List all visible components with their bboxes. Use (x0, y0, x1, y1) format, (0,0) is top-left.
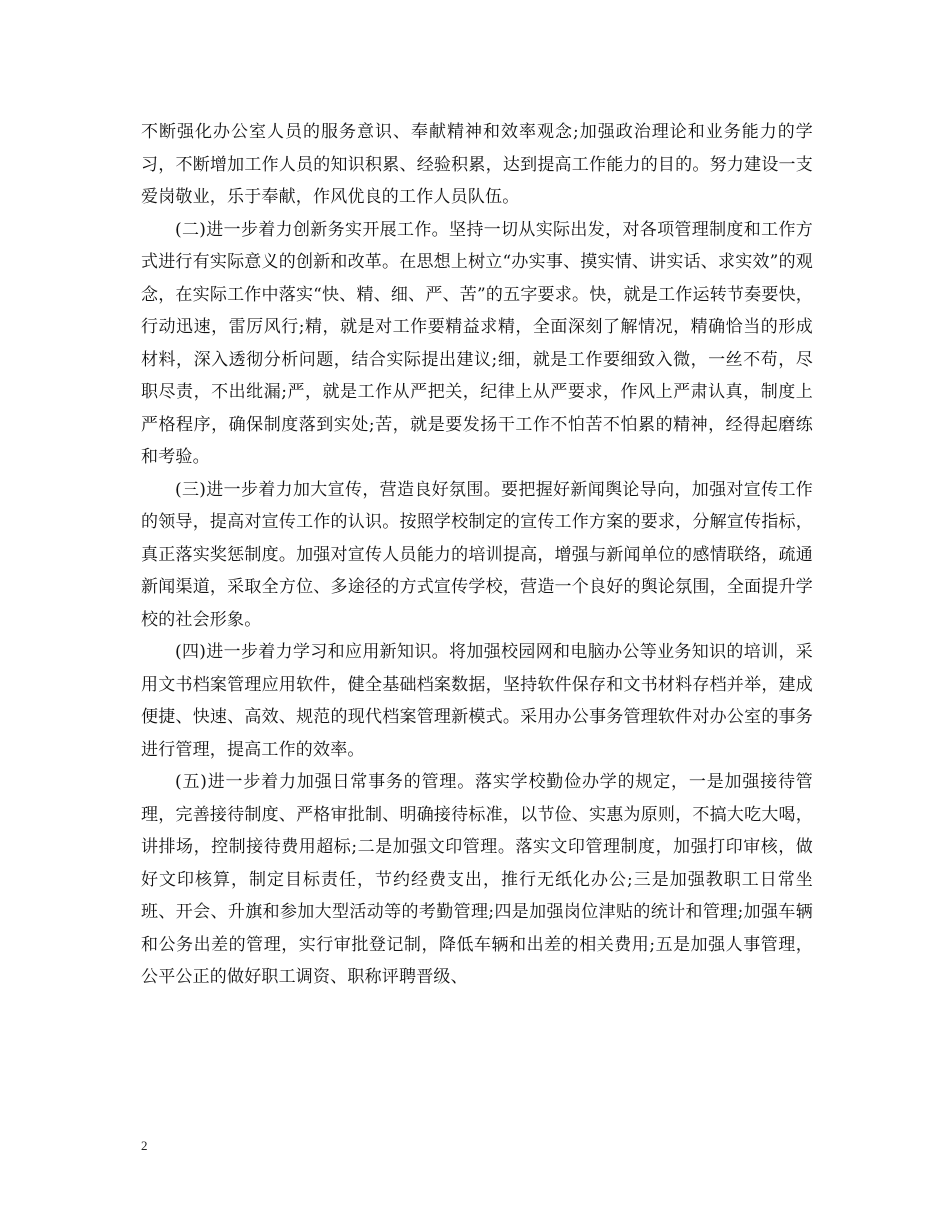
document-body (141, 116, 813, 994)
paragraph-section-3: (三)进一步着力加大宣传，营造良好氛围。要把握好新闻舆论导向，加强对宣传工作的领导，提高对宣传工作的认识。按照学校制定的宣传工作方案的要求，分解宣传指标，真正落实奖惩制度。加强对宣传人员能力的培训提高，增强与新闻单位的感情联络，疏通新闻渠道，采取全方位、多途径的方式宣传学校，营造一个良好的舆论氛围，全面提升学校的社会形象。 (141, 479, 813, 630)
paragraph-section-4: (四)进一步着力学习和应用新知识。将加强校园网和电脑办公等业务知识的培训，采用文书档案管理应用软件，健全基础档案数据，坚持软件保存和文书材料存档并举，建成便捷、快速、高效、规范的现代档案管理新模式。采用办公事务管理软件对办公室的事务进行管理，提高工作的效率。 (141, 642, 813, 760)
paragraph-continued: 不断强化办公室人员的服务意识、奉献精神和效率观念;加强政治理论和业务能力的学习，不断增加工作人员的知识积累、经验积累，达到提高工作能力的目的。努力建设一支爱岗敬业，乐于奉献，作风优良的工作人员队伍。 (141, 122, 813, 207)
page-number: 2 (141, 1138, 148, 1153)
paragraph-section-2: (二)进一步着力创新务实开展工作。坚持一切从实际出发，对各项管理制度和工作方式进行有实际意义的创新和改革。在思想上树立“办实事、摸实情、讲实话、求实效”的观念，在实际工作中落实“快、精、细、严、苦”的五字要求。快，就是工作运转节奏要快，行动迅速，雷厉风行;精，就是对工作要精益求精，全面深刻了解情况，精确恰当的形成材料，深入透彻分析问题，结合实际提出建议;细，就是工作要细致入微，一丝不苟，尽职尽责，不出纰漏;严，就是工作从严把关，纪律上从严要求，作风上严肃认真，制度上严格程序，确保制度落到实处;苦，就是要发扬干工作不怕苦不怕累的精神，经得起磨练和考验。 (141, 219, 813, 467)
paragraph-section-5: (五)进一步着力加强日常事务的管理。落实学校勤俭办学的规定，一是加强接待管理，完善接待制度、严格审批制、明确接待标准，以节俭、实惠为原则，不搞大吃大喝，讲排场，控制接待费用超标;二是加强文印管理。落实文印管理制度，加强打印审核，做好文印核算，制定目标责任，节约经费支出，推行无纸化办公;三是加强教职工日常坐班、开会、升旗和参加大型活动等的考勤管理;四是加强岗位津贴的统计和管理;加强车辆和公务出差的管理，实行审批登记制，降低车辆和出差的相关费用;五是加强人事管理，公平公正的做好职工调资、职称评聘晋级、 (141, 772, 813, 987)
